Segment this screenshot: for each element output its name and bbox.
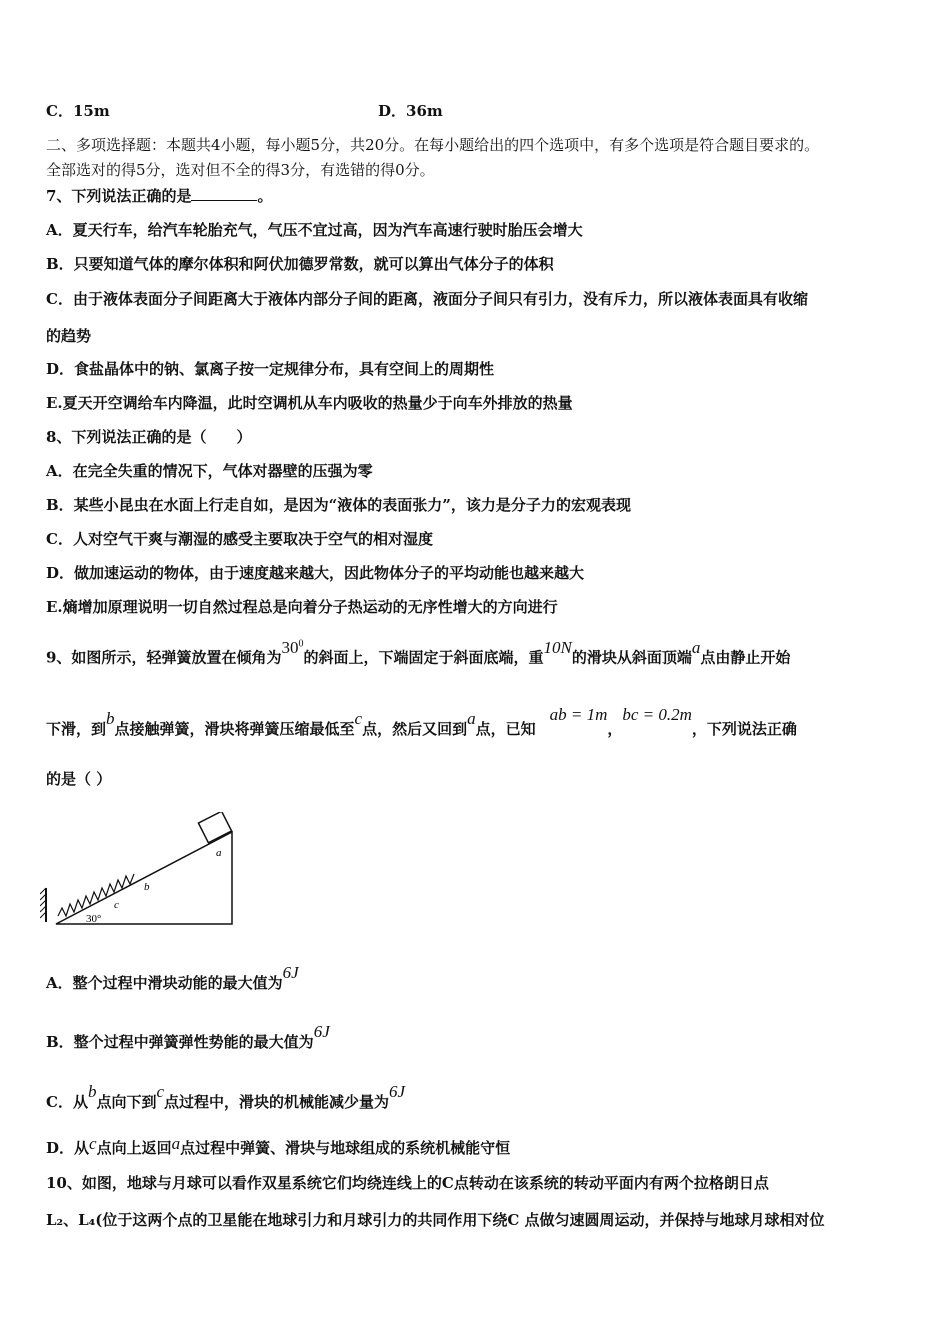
q8-option-b: B．某些小昆虫在水面上行走自如，是因为“液体的表面张力”，该力是分子力的宏观表现 <box>46 496 631 514</box>
q7-option-c-line1: C．由于液体表面分子间距离大于液体内部分子间的距离，液面分子间只有引力，没有斥力，所以液体表面具有收缩 <box>46 290 808 308</box>
prev-option-c: C．15m <box>46 102 110 120</box>
q9-option-a-text: A．整个过程中滑块动能的最大值为 <box>46 974 283 992</box>
q9-option-c-text-1: C．从 <box>46 1093 88 1111</box>
section-header-line2: 全部选对的得5分，选对但不全的得3分，有选错的得0分。 <box>46 161 435 179</box>
q9-angle-degree: 0 <box>298 638 304 649</box>
q9-text-2: 的斜面上，下端固定于斜面底端，重 <box>303 648 544 667</box>
q9-angle-value: 30 <box>281 637 299 657</box>
q7-option-a: A．夏天行车，给汽车轮胎充气，气压不宜过高，因为汽车高速行驶时胎压会增大 <box>46 221 583 239</box>
q9-stem-line2 <box>46 705 797 739</box>
label-a: a <box>216 847 222 859</box>
q9-option-c-value: 6J <box>389 1082 406 1101</box>
q8-stem: 8、下列说法正确的是（ ） <box>46 428 252 446</box>
q9-comma: ， <box>607 720 623 738</box>
incline-diagram <box>40 812 240 932</box>
q9-option-c-point-b: b <box>87 1082 97 1101</box>
incline-triangle <box>56 832 232 924</box>
q9-ab-length: ab = 1m <box>549 705 608 724</box>
q9-bc-length: bc = 0.2m <box>622 705 692 724</box>
section-header-line1: 二、多项选择题：本题共4小题，每小题5分，共20分。在每小题给出的四个选项中，有多个选项是符合题目要求的。 <box>46 136 820 154</box>
label-angle: 30° <box>86 913 102 925</box>
q7-option-e: E.夏天开空调给车内降温，此时空调机从车内吸收的热量少于向车外排放的热量 <box>46 394 573 412</box>
q9-weight: 10N <box>543 637 572 657</box>
q9-option-d-text-3: 点过程中弹簧、滑块与地球组成的系统机械能守恒 <box>180 1139 511 1157</box>
q7-answer-blank <box>191 186 257 201</box>
q9-option-c <box>46 1082 406 1112</box>
q7-stem <box>46 186 272 206</box>
q9-point-b: b <box>106 709 115 728</box>
q8-option-d: D．做加速运动的物体，由于速度越来越大，因此物体分子的平均动能也越来越大 <box>46 564 585 582</box>
q10-stem-line1: 10、如图，地球与月球可以看作双星系统它们均绕连线上的C点转动在该系统的转动平面内有两个拉格朗日点 <box>46 1174 769 1192</box>
q9-option-b-text: B．整个过程中弹簧弹性势能的最大值为 <box>46 1033 314 1051</box>
q9-option-a <box>46 963 299 993</box>
q7-option-d: D．食盐晶体中的钠、氯离子按一定规律分布，具有空间上的周期性 <box>46 360 495 378</box>
q9-option-d-point-c: c <box>89 1134 97 1153</box>
q9-option-d-text-1: D．从 <box>46 1139 90 1157</box>
label-b: b <box>144 881 150 893</box>
q9-text-6: 点接触弹簧，滑块将弹簧压缩最低至 <box>114 720 355 738</box>
q9-stem-line1 <box>46 637 791 668</box>
q9-text-5: 下滑，到 <box>46 720 107 738</box>
q9-stem-line3: 的是（ ） <box>46 770 112 788</box>
q7-stem-text: 7、下列说法正确的是 <box>46 187 192 205</box>
q7-stem-end: 。 <box>257 187 273 205</box>
q9-option-c-text-2: 点向下到 <box>96 1093 157 1111</box>
q9-option-b-value: 6J <box>313 1022 330 1041</box>
q7-option-b: B．只要知道气体的摩尔体积和阿伏加德罗常数，就可以算出气体分子的体积 <box>46 255 554 273</box>
q9-option-d <box>46 1134 511 1158</box>
q9-option-b <box>46 1022 330 1052</box>
q9-angle <box>281 638 303 657</box>
q8-option-c: C．人对空气干爽与潮湿的感受主要取决于空气的相对湿度 <box>46 530 433 548</box>
q7-option-c-line2: 的趋势 <box>46 327 92 345</box>
q9-option-a-value: 6J <box>282 963 299 982</box>
q9-text-3: 的滑块从斜面顶端 <box>571 648 692 667</box>
q8-option-e: E.熵增加原理说明一切自然过程总是向着分子热运动的无序性增大的方向进行 <box>46 598 558 616</box>
q9-point-a: a <box>691 637 701 657</box>
q9-point-c: c <box>354 709 363 728</box>
q9-text-7: 点，然后又回到 <box>362 720 468 738</box>
q9-option-d-point-a: a <box>171 1134 181 1153</box>
q10-stem-line2: L₂、L₄(位于这两个点的卫星能在地球引力和月球引力的共同作用下绕C 点做匀速圆周运动，并保持与地球月球相对位 <box>46 1211 825 1229</box>
spring <box>58 874 134 916</box>
slider-block <box>198 812 231 843</box>
q9-text-1: 9、如图所示，轻弹簧放置在倾角为 <box>46 648 282 667</box>
q9-point-a-2: a <box>467 709 476 728</box>
q9-option-c-point-c: c <box>156 1082 165 1101</box>
label-c: c <box>114 899 119 911</box>
q8-option-a: A．在完全失重的情况下，气体对器壁的压强为零 <box>46 462 373 480</box>
prev-option-d: D．36m <box>378 102 443 120</box>
q9-text-8: 点，已知 <box>475 720 536 738</box>
q9-text-9: ，下列说法正确 <box>691 720 797 738</box>
q9-text-4: 点由静止开始 <box>700 648 791 667</box>
q9-option-c-text-3: 点过程中，滑块的机械能减少量为 <box>164 1093 390 1111</box>
q9-option-d-text-2: 点向上返回 <box>96 1139 172 1157</box>
